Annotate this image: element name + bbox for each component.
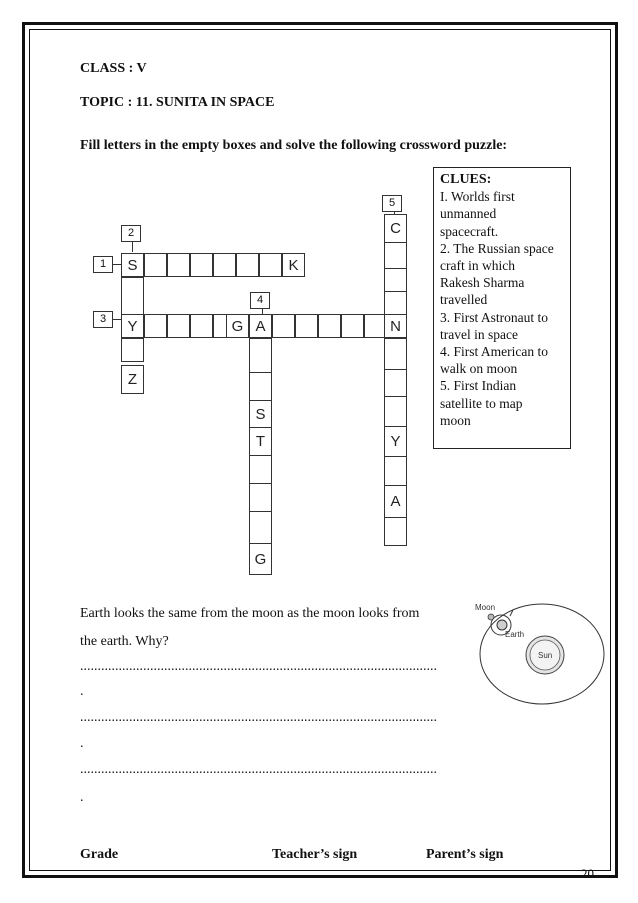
- arrow-2: [132, 242, 133, 252]
- clue-line: moon: [440, 412, 471, 428]
- topic-line: TOPIC : 11. SUNITA IN SPACE: [80, 95, 275, 110]
- clue-line: 2. The Russian space: [440, 240, 554, 256]
- clue-line: craft in which: [440, 258, 515, 274]
- question-line-2: the earth. Why?: [80, 634, 169, 649]
- clue-number-3: 3: [93, 311, 113, 328]
- crossword-cell[interactable]: [144, 253, 167, 277]
- clues-box: [433, 167, 571, 449]
- crossword-cell[interactable]: K: [282, 253, 305, 277]
- clue-line: 5. First Indian: [440, 378, 517, 394]
- page-number: 20: [581, 866, 594, 881]
- crossword-cell[interactable]: [384, 242, 407, 269]
- answer-line-2[interactable]: ......................................................................................................: [80, 710, 437, 725]
- crossword-cell[interactable]: [121, 338, 144, 362]
- earth-icon: [497, 620, 507, 630]
- clue-line: Rakesh Sharma: [440, 275, 525, 291]
- crossword-cell[interactable]: N: [384, 314, 407, 338]
- clue-line: I. Worlds first: [440, 189, 515, 205]
- answer-line-3[interactable]: ......................................................................................................: [80, 762, 437, 777]
- answer-line-3-end: .: [80, 790, 84, 805]
- clue-line: unmanned: [440, 206, 497, 222]
- crossword-cell[interactable]: [236, 253, 259, 277]
- crossword-cell[interactable]: G: [226, 314, 249, 338]
- clue-line: spacecraft.: [440, 223, 499, 239]
- crossword-cell[interactable]: [249, 511, 272, 544]
- crossword-cell[interactable]: A: [249, 314, 272, 338]
- crossword-cell[interactable]: [249, 483, 272, 512]
- clue-line: 4. First American to: [440, 344, 548, 360]
- crossword-cell[interactable]: [190, 314, 213, 338]
- crossword-cell[interactable]: A: [384, 485, 407, 518]
- crossword-cell[interactable]: [384, 291, 407, 315]
- crossword-cell[interactable]: [167, 253, 190, 277]
- crossword-cell[interactable]: [213, 253, 236, 277]
- clue-line: travel in space: [440, 326, 518, 342]
- clue-line: 3. First Astronaut to: [440, 309, 549, 325]
- clue-number-4: 4: [250, 292, 270, 309]
- teacher-sign-label: Teacher’s sign: [272, 847, 358, 862]
- answer-line-1[interactable]: ......................................................................................................: [80, 659, 437, 674]
- clue-line: travelled: [440, 292, 488, 308]
- crossword-cell[interactable]: S: [249, 400, 272, 428]
- sun-label: Sun: [538, 651, 553, 660]
- earth-label: Earth: [505, 630, 525, 639]
- clue-number-2: 2: [121, 225, 141, 242]
- crossword-cell[interactable]: [249, 372, 272, 401]
- clue-line: walk on moon: [440, 361, 518, 377]
- crossword-cell[interactable]: Y: [121, 314, 144, 338]
- crossword-cell[interactable]: [384, 338, 407, 370]
- crossword-cell[interactable]: [249, 338, 272, 373]
- crossword-cell[interactable]: [259, 253, 282, 277]
- crossword-cell[interactable]: [295, 314, 318, 338]
- clue-number-1: 1: [93, 256, 113, 273]
- arrow-1: [113, 264, 121, 265]
- instruction-text: Fill letters in the empty boxes and solve the following crossword puzzle:: [80, 138, 508, 153]
- crossword-cell[interactable]: [144, 314, 167, 338]
- crossword-cell[interactable]: G: [249, 543, 272, 575]
- answer-line-1-end: .: [80, 684, 84, 699]
- question-line-1: Earth looks the same from the moon as the moon looks from: [80, 606, 420, 621]
- grade-label: Grade: [80, 847, 119, 862]
- crossword-cell[interactable]: [190, 253, 213, 277]
- crossword-cell[interactable]: T: [249, 427, 272, 456]
- crossword-cell[interactable]: [384, 396, 407, 427]
- crossword-cell[interactable]: Y: [384, 426, 407, 457]
- crossword-cell[interactable]: [272, 314, 295, 338]
- parent-sign-label: Parent’s sign: [426, 847, 504, 862]
- moon-icon: [488, 614, 494, 620]
- orbit-diagram: [472, 598, 608, 710]
- crossword-cell[interactable]: [384, 369, 407, 397]
- crossword-cell[interactable]: S: [121, 253, 144, 277]
- class-line: CLASS : V: [80, 61, 147, 76]
- clue-number-5: 5: [382, 195, 402, 212]
- clues-heading: CLUES:: [440, 172, 492, 187]
- crossword-cell[interactable]: [384, 517, 407, 546]
- crossword-cell[interactable]: [318, 314, 341, 338]
- crossword-cell[interactable]: [341, 314, 364, 338]
- crossword-cell[interactable]: [249, 455, 272, 484]
- arrow-3: [113, 319, 121, 320]
- moon-label: Moon: [475, 603, 496, 612]
- answer-line-2-end: .: [80, 736, 84, 751]
- crossword-cell[interactable]: C: [384, 214, 407, 243]
- crossword-cell[interactable]: Z: [121, 365, 144, 394]
- crossword-cell[interactable]: [121, 290, 144, 315]
- page-border-inner: [29, 29, 611, 871]
- clue-line: satellite to map: [440, 395, 523, 411]
- crossword-cell[interactable]: [384, 268, 407, 292]
- crossword-cell[interactable]: [384, 456, 407, 486]
- crossword-cell[interactable]: [167, 314, 190, 338]
